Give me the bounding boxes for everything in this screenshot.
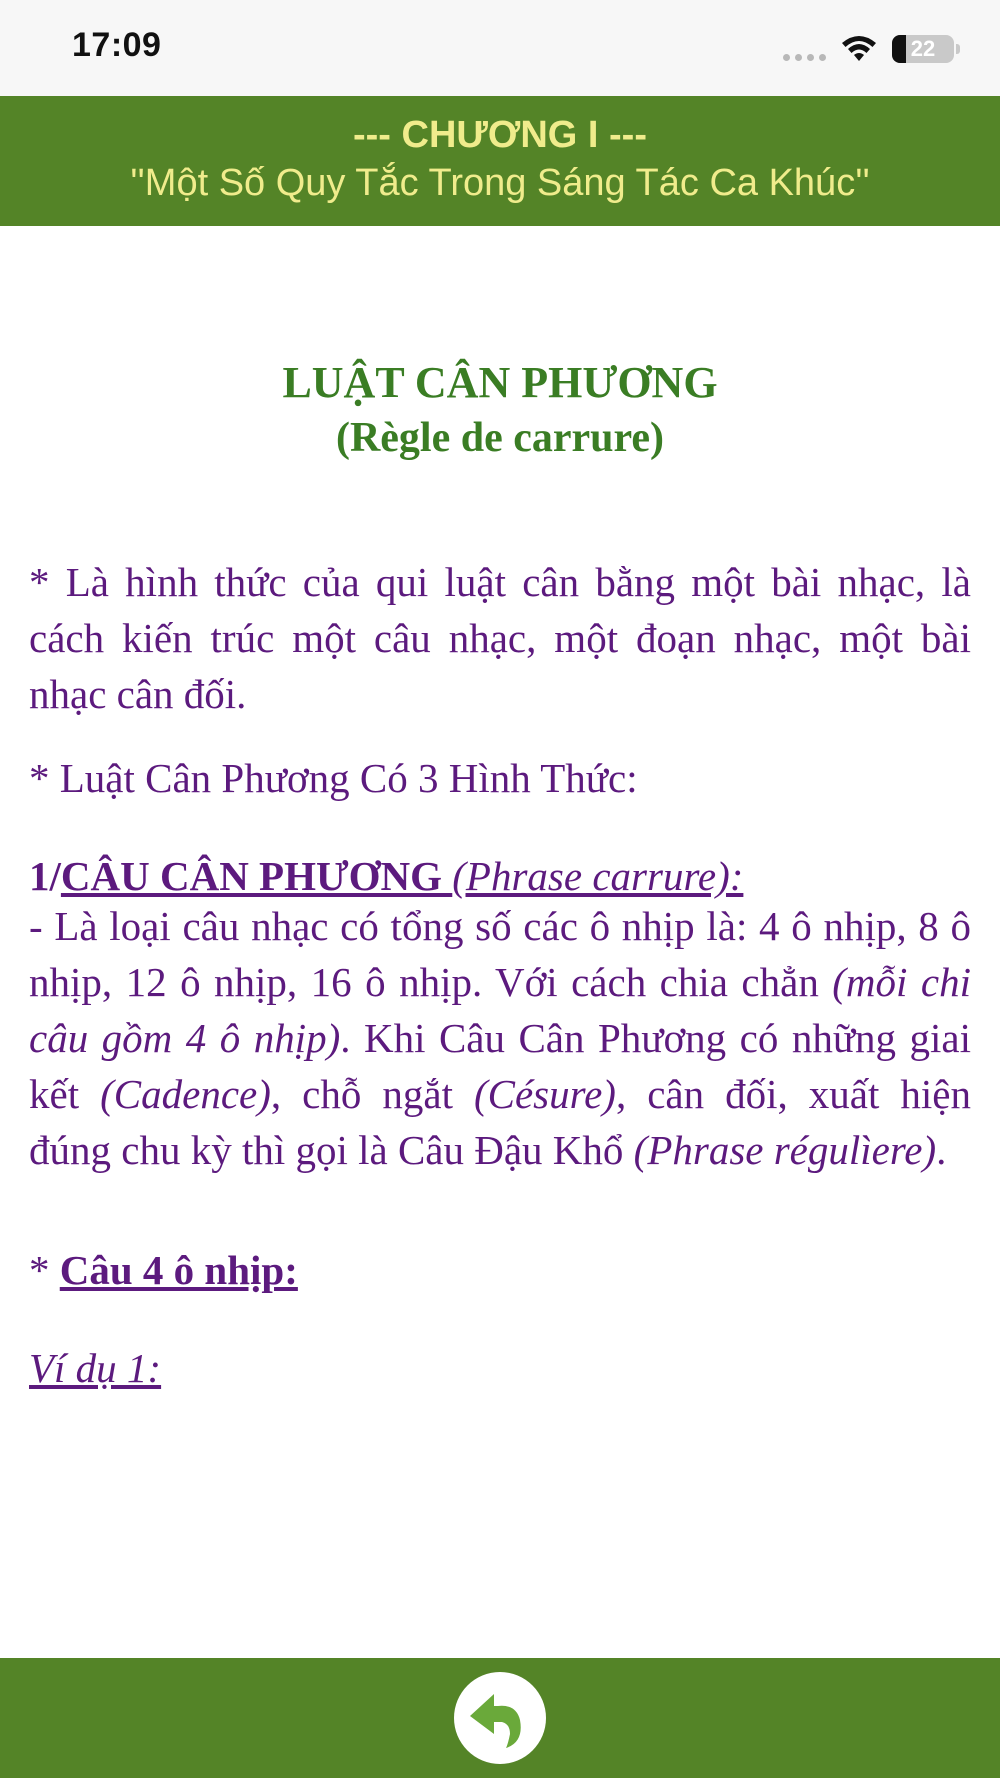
back-button[interactable] [454,1672,546,1764]
body-text: , cân đối, xuất hiện đúng chu kỳ thì gọi là Câu Đậu Khổ [29,1071,971,1173]
wifi-icon [840,35,878,63]
body-italic: (Césure) [473,1071,616,1117]
body-text: . [936,1127,947,1173]
body-text: , chỗ ngắt [270,1071,474,1117]
bullet: * [29,1247,60,1293]
battery-icon [892,35,954,63]
back-arrow-icon [458,1676,542,1760]
sub-heading: Câu 4 ô nhịp: [59,1247,298,1293]
bottom-bar [0,1658,1000,1778]
chapter-header [0,96,1000,226]
body-text: . Khi Câu Cân Phương có những giai kết [29,1015,971,1117]
section-heading: CÂU CÂN PHƯƠNG [60,853,453,899]
body-text: - Là loại câu nhạc có tổng số các ô nhịp là: 4 ô nhịp, 8 ô nhịp, 12 ô nhịp, 16 ô nhịp. Với cách chia chẳn [29,903,971,1005]
example-label: Ví dụ 1: [29,1345,162,1391]
lesson-title-block [29,356,971,466]
chapter-subtitle: ''Một Số Quy Tắc Trong Sáng Tác Ca Khúc'' [130,162,870,204]
body-italic: (mỗi chi câu gồm 4 ô nhịp) [29,959,971,1061]
body-italic: (Cadence) [100,1071,271,1117]
status-bar [0,0,1000,96]
section-heading-french: (Phrase carrure): [452,853,744,899]
forms-intro: * Luật Cân Phương Có 3 Hình Thức: [29,755,638,801]
lesson-title: LUẬT CÂN PHƯƠNG [282,358,718,407]
definition-paragraph: * Là hình thức của qui luật cân bằng một bài nhạc, là cách kiến trúc một câu nhạc, một đoạn nhạc, một bài nhạc cân đối. [29,559,971,717]
sub-heading-line [29,1242,971,1298]
section-1-body [29,898,971,1178]
status-icons [783,34,960,64]
battery-cap [956,44,960,54]
chapter-title: --- CHƯƠNG I --- [353,114,647,156]
lesson-content[interactable] [29,226,971,1658]
section-number: 1/ [29,853,61,899]
battery-level: 22 [910,36,936,61]
status-time: 17:09 [72,26,162,64]
lesson-title-french: (Règle de carrure) [335,415,665,461]
section-1-heading [29,848,971,904]
example-line [29,1340,971,1396]
body-italic: (Phrase régulìere) [633,1127,937,1173]
cellular-signal-icon [783,54,826,61]
